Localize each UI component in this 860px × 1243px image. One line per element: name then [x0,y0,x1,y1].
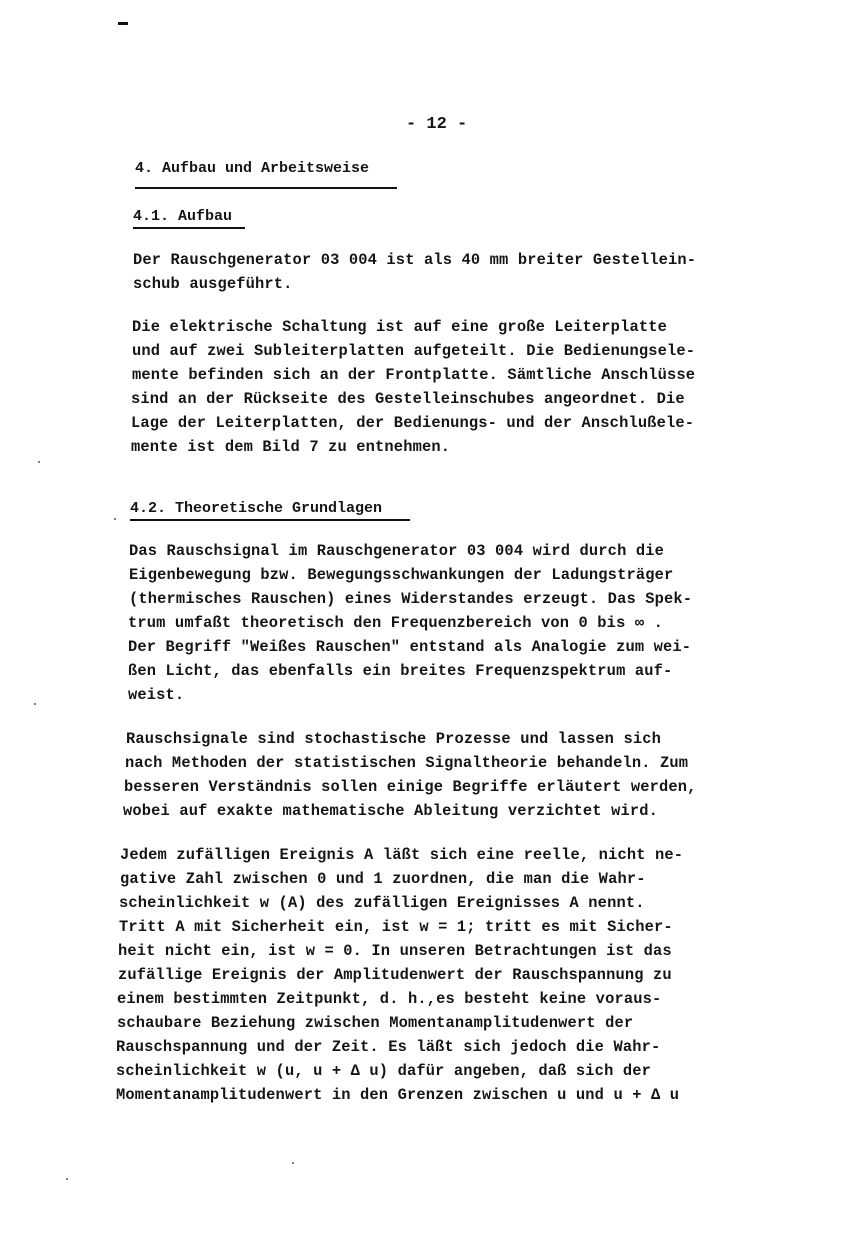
text-line: einem bestimmten Zeitpunkt, d. h.,es besteht keine voraus- [117,990,662,1008]
text-line: wobei auf exakte mathematische Ableitung verzichtet wird. [123,802,658,820]
page-number: - 12 - [406,115,468,134]
text-line: und auf zwei Subleiterplatten aufgeteilt. Die Bedienungsele- [132,342,696,360]
text-line: mente befinden sich an der Frontplatte. Sämtliche Anschlüsse [132,366,696,384]
scan-speck [66,1178,68,1180]
text-line: Der Rauschgenerator 03 004 ist als 40 mm breiter Gestellein- [133,251,697,269]
text-line: Rauschspannung und der Zeit. Es läßt sich jedoch die Wahr- [116,1038,661,1056]
text-line: weist. [128,686,185,704]
text-line: Der Begriff "Weißes Rauschen" entstand als Analogie zum wei- [128,638,692,656]
text-line: (thermisches Rauschen) eines Widerstandes erzeugt. Das Spek- [129,590,693,608]
section-4-heading: 4. Aufbau und Arbeitsweise [135,160,370,177]
text-line: scheinlichkeit w (u, u + Δ u) dafür angeben, daß sich der [116,1062,651,1080]
text-line: Rauschsignale sind stochastische Prozesse und lassen sich [126,730,661,748]
text-line: ßen Licht, das ebenfalls ein breites Frequenzspektrum auf- [128,662,673,680]
text-line: schub ausgeführt. [133,275,293,293]
text-line: mente ist dem Bild 7 zu entnehmen. [131,438,451,456]
text-line: scheinlichkeit w (A) des zufälligen Ereignisses A nennt. [119,894,645,912]
text-line: Das Rauschsignal im Rauschgenerator 03 004 wird durch die [129,542,664,560]
text-line: Lage der Leiterplatten, der Bedienungs- und der Anschlußele- [131,414,695,432]
scan-speck [38,461,40,463]
text-line: schaubare Beziehung zwischen Momentanamplitudenwert der [117,1014,634,1032]
text-line: Eigenbewegung bzw. Bewegungsschwankungen der Ladungsträger [129,566,674,584]
section-4-underline [135,187,397,189]
section-4-1-heading: 4.1. Aufbau [133,208,233,225]
scan-speck [114,518,116,520]
text-line: Momentanamplitudenwert in den Grenzen zwischen u und u + Δ u [116,1086,680,1104]
scan-speck [292,1162,294,1164]
text-line: trum umfaßt theoretisch den Frequenzbereich von 0 bis ∞ . [128,614,663,632]
text-line: Tritt A mit Sicherheit ein, ist w = 1; tritt es mit Sicher- [119,918,673,936]
text-line: gative Zahl zwischen 0 und 1 zuordnen, die man die Wahr- [120,870,646,888]
text-line: besseren Verständnis sollen einige Begriffe erläutert werden, [124,778,697,796]
text-line: Die elektrische Schaltung ist auf eine große Leiterplatte [132,318,667,336]
section-4-2-underline [130,519,410,521]
text-line: nach Methoden der statistischen Signaltheorie behandeln. Zum [125,754,689,772]
section-4-2-heading: 4.2. Theoretische Grundlagen [130,500,383,517]
section-4-1-underline [133,227,245,229]
scan-mark [118,22,128,25]
text-line: heit nicht ein, ist w = 0. In unseren Betrachtungen ist das [118,942,672,960]
text-line: Jedem zufälligen Ereignis A läßt sich eine reelle, nicht ne- [120,846,684,864]
scan-speck [34,703,36,705]
text-line: sind an der Rückseite des Gestelleinschubes angeordnet. Die [131,390,685,408]
text-line: zufällige Ereignis der Amplitudenwert der Rauschspannung zu [118,966,672,984]
